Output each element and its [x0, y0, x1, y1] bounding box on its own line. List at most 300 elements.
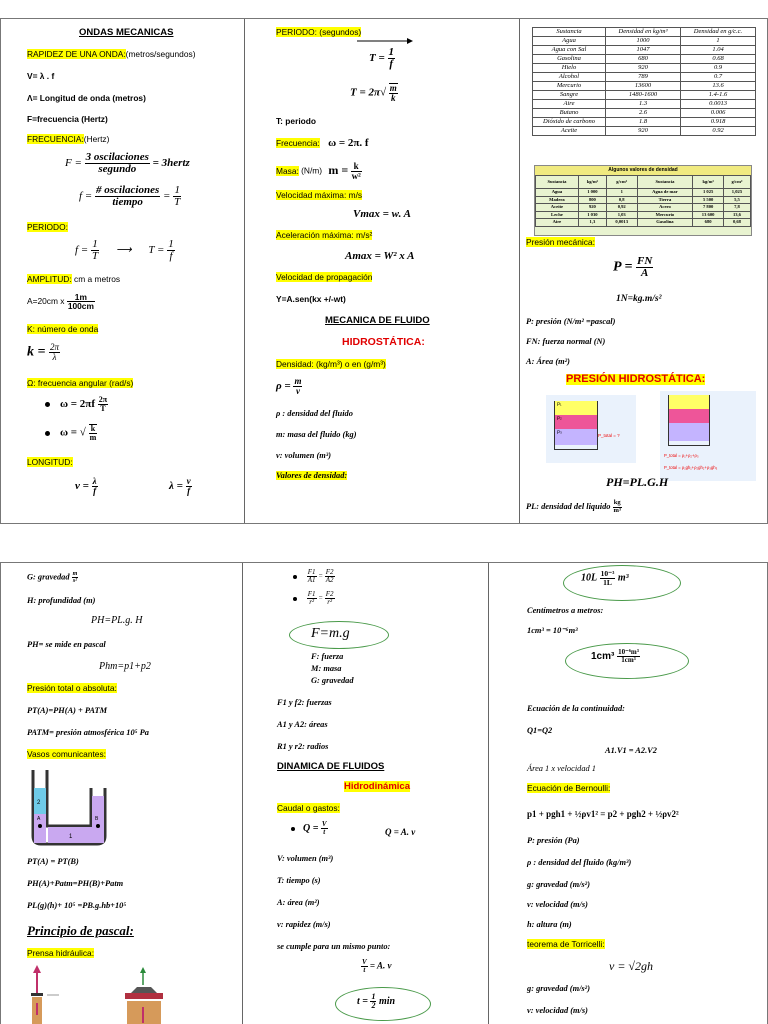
table-cell: 1.04	[681, 46, 756, 55]
table-row	[536, 211, 751, 219]
highlight-label: Velocidad máxima: m/s	[276, 190, 363, 200]
caudal-line	[277, 803, 340, 814]
definition-text: R1 y r2: radios	[277, 742, 329, 751]
column-densidad	[520, 19, 768, 523]
definition-text: A: Área (m²)	[526, 357, 570, 366]
formula-part: ρ =	[276, 380, 291, 393]
layer-label: ρ₂	[555, 415, 597, 429]
table-cell: 920	[578, 204, 606, 212]
formula-part: v =	[75, 480, 89, 493]
highlight-label: Vasos comunicantes:	[27, 749, 106, 759]
section-title: ONDAS MECANICAS	[79, 27, 174, 38]
table-cell: 7,8	[723, 204, 750, 212]
table-header: g/cm³	[606, 176, 637, 189]
definition-text: g: gravedad (m/s²)	[527, 984, 590, 993]
section-subtitle: HIDROSTÁTICA:	[342, 336, 425, 348]
fraction-numerator: m	[294, 376, 302, 386]
formula-ph: PH=PL.g. H	[91, 615, 143, 626]
longitud-line	[27, 457, 73, 468]
table-cell: Agua con Sal	[533, 46, 606, 55]
table-cell: Agua de mar	[637, 189, 693, 197]
formula-vasos-3: PL(g)(h)+ 10⁵ =PB.g.hb+10⁵	[27, 901, 127, 910]
table-cell: 1,03	[606, 211, 637, 219]
fraction-numerator: FN	[637, 255, 653, 267]
torricelli-line	[527, 939, 605, 950]
column-periodo	[245, 19, 519, 523]
highlight-label: PERIODO: (segundos)	[276, 27, 362, 37]
formula-longitud-2	[169, 477, 192, 496]
table-cell: 1 000	[578, 189, 606, 197]
fraction-denominator: f	[169, 250, 173, 262]
density-table	[532, 27, 756, 136]
bernoulli-line	[527, 783, 610, 794]
frecuencia-line	[27, 134, 109, 145]
fraction-denominator: m³	[613, 506, 621, 514]
layer-label: ρ₃	[555, 429, 597, 445]
table-cell: 1 025	[693, 189, 724, 197]
fraction-numerator: v	[186, 476, 191, 486]
table-row	[533, 91, 756, 100]
masa-line	[276, 162, 362, 181]
table-header: g/cm³	[723, 176, 750, 189]
vprop-line	[276, 272, 372, 283]
densidad-line	[276, 359, 386, 370]
definition-text: Λ= Longitud de onda (metros)	[27, 93, 146, 103]
definition-text: PH= se mide en pascal	[27, 640, 106, 649]
fraction-numerator: m	[389, 83, 397, 93]
section-label: Ecuación de la continuidad:	[527, 704, 625, 713]
pressure-label: P_total = ρ₁+ρ₂+ρ₃	[664, 453, 699, 458]
fraction-numerator: m	[72, 571, 78, 577]
layer	[669, 423, 709, 441]
table-cell: 0.9	[681, 64, 756, 73]
table-row	[533, 109, 756, 118]
fraction-numerator: F1	[307, 568, 316, 576]
formula-periodo	[75, 239, 175, 262]
fraction-numerator: 1m	[67, 293, 95, 302]
omega-line	[27, 378, 133, 389]
fraction-numerator: F2	[325, 590, 334, 598]
table-cell: 920	[606, 64, 681, 73]
units-text: cm a metros	[71, 274, 121, 284]
table-cell: Aceite	[533, 127, 606, 136]
table-cell: Hielo	[533, 64, 606, 73]
formula-cloud-1	[581, 570, 629, 586]
definition-text: g: gravedad (m/s²)	[527, 880, 590, 889]
formula-vmax: Vmax = w. A	[353, 208, 412, 220]
fraction-numerator: 1	[388, 46, 394, 58]
definition-text: F=frecuencia (Hertz)	[27, 114, 108, 124]
arrow-icon: ⟶	[115, 244, 132, 257]
fraction-numerator: V	[362, 958, 367, 966]
column-pascal	[243, 563, 488, 1024]
amplitud-line	[27, 274, 120, 285]
table-cell: 13600	[606, 82, 681, 91]
column-presion	[1, 563, 242, 1024]
fraction-denominator: f	[187, 486, 191, 496]
highlight-label: Frecuencia:	[276, 138, 320, 148]
table-header: Densidad en kg/m³	[606, 28, 681, 37]
definition-text: v: rapidez (m/s)	[277, 920, 331, 929]
beaker-icon	[668, 395, 710, 446]
table-cell: 0.68	[681, 55, 756, 64]
definition-text: h: altura (m)	[527, 920, 572, 929]
fraction-denominator: m	[89, 433, 97, 442]
table-cell: Sangre	[533, 91, 606, 100]
fraction-denominator: f	[93, 486, 97, 496]
highlight-label: Valores de densidad:	[276, 471, 348, 480]
bullet-icon	[45, 402, 50, 407]
highlight-label: FRECUENCIA:	[27, 134, 84, 144]
fraction-denominator: r²	[327, 598, 333, 606]
formula-part: f =	[75, 244, 89, 257]
layer	[669, 409, 709, 423]
table-cell: 0.92	[681, 127, 756, 136]
formula-y: Y=A.sen(kx +/-wt)	[276, 294, 346, 304]
formula-part: f =	[79, 190, 93, 203]
formula-cm: 1cm³ = 10⁻⁶m³	[527, 626, 578, 635]
vessel-label: 1	[69, 834, 73, 840]
table-cell: 0.7	[681, 73, 756, 82]
bullet-icon	[291, 827, 295, 831]
sheet-bottom	[0, 562, 768, 1024]
formula-part: T =	[369, 52, 385, 65]
definition-text: v: velocidad (m/s)	[527, 900, 588, 909]
highlight-label: PERIODO:	[27, 222, 68, 232]
definition-text: Área 1 x velocidad 1	[527, 764, 596, 773]
formula-newton: 1N=kg.m/s²	[616, 294, 662, 304]
table-cell: 13 600	[693, 211, 724, 219]
table-cell: 0.0013	[681, 100, 756, 109]
definition-text: H: profundidad (m)	[27, 596, 96, 605]
formula-caudal-1	[291, 821, 328, 836]
fraction-numerator: 10⁻³	[600, 569, 615, 578]
vessel-label: 2	[37, 800, 41, 806]
table-cell: 920	[606, 127, 681, 136]
formula-q: Q1=Q2	[527, 726, 553, 735]
fraction-denominator: 1L	[603, 577, 612, 587]
fraction-numerator: λ	[92, 476, 97, 486]
definition-text: T: periodo	[276, 116, 317, 126]
fraction-numerator: kg	[613, 499, 621, 506]
section-subtitle: PRESIÓN HIDROSTÁTICA:	[566, 373, 706, 385]
layer	[669, 395, 709, 409]
bullet-icon	[293, 575, 297, 579]
table-cell: Aire	[536, 219, 579, 227]
fraction-denominator: λ	[52, 352, 57, 362]
highlight-label: Presión total o absoluta:	[27, 683, 117, 693]
formula-frecuencia-1	[65, 152, 190, 175]
definition-text: ρ : densidad del fluido (kg/m³)	[527, 858, 632, 867]
formula-part: = A. v	[369, 960, 392, 971]
density-table-2-frame	[534, 165, 752, 236]
section-title: MECANICA DE FLUIDO	[325, 315, 430, 326]
table-row	[533, 100, 756, 109]
formula-omega-2	[45, 424, 97, 442]
vessel-label: B	[95, 816, 99, 822]
definition-text: A: área (m²)	[277, 898, 320, 907]
table-cell: Agua	[533, 37, 606, 46]
formula-phm: Phm=p1+p2	[99, 661, 151, 672]
formula-vasos-1: PT(A) = PT(B)	[27, 857, 79, 866]
hydraulic-press-image	[25, 963, 225, 1024]
pressure-label: P_total = ?	[598, 433, 620, 438]
formula-av: A1.V1 = A2.V2	[605, 746, 657, 755]
units-text: (metros/segundos)	[125, 49, 196, 59]
table-cell: 800	[578, 196, 606, 204]
highlight-label: Ω: frecuencia angular (rad/s)	[27, 378, 134, 388]
highlight-label: K: número de onda	[27, 324, 99, 334]
formula-part: min	[378, 995, 396, 1007]
table-row	[533, 37, 756, 46]
fraction-denominator: A	[640, 267, 649, 279]
table-cell: 1,3	[578, 219, 606, 227]
table-cell: Aire	[533, 100, 606, 109]
definition-text: F1 y f2: fuerzas	[277, 698, 332, 707]
formula-part: T =	[148, 244, 165, 257]
formula-part: k =	[27, 344, 46, 360]
periodo-line	[27, 222, 68, 233]
formula-part: A=20cm x	[27, 296, 65, 307]
table-cell: 1 030	[578, 211, 606, 219]
table-cell: 1	[606, 189, 637, 197]
formula-pascal-1: $\frac{F1}{A1}$ = $\frac{F2}{A2}$	[293, 569, 335, 584]
fraction-denominator: T	[91, 250, 99, 262]
formula-ph: PH=PL.G.H	[606, 475, 669, 489]
section-subtitle: Hidrodinámica	[344, 781, 410, 792]
table-cell: 0.006	[681, 109, 756, 118]
table-cell: 13.6	[681, 82, 756, 91]
table-row	[533, 64, 756, 73]
fraction-denominator: t	[323, 828, 326, 836]
formula-part: P =	[613, 259, 633, 275]
table-title: Algunos valores de densidad	[535, 166, 751, 175]
fraction-denominator: A1	[307, 576, 316, 584]
formula-pt: PT(A)=PH(A) + PATM	[27, 706, 108, 715]
fraction-denominator: segundo	[98, 163, 137, 175]
highlight-label: teorema de Torricelli:	[527, 939, 605, 949]
highlight-label: Aceleración máxima: m/s²	[276, 230, 373, 240]
fraction-denominator: v	[295, 386, 300, 396]
formula-periodo-1	[369, 47, 395, 70]
formula-part: Q =	[303, 822, 319, 834]
table-cell: 1.4-1.6	[681, 91, 756, 100]
bullet-icon	[45, 431, 50, 436]
definition-text: ρ : densidad del fluido	[276, 409, 353, 418]
vessel-label: A	[37, 816, 41, 822]
highlight-label: RAPIDEZ DE UNA ONDA:	[27, 49, 126, 59]
formula-frecuencia-2	[79, 185, 181, 208]
arrow-icon	[357, 37, 413, 45]
section-label: Centímetros a metros:	[527, 606, 604, 615]
table-cell: 0,8	[606, 196, 637, 204]
definition-text: F: fuerza	[311, 652, 344, 661]
amax-line	[276, 230, 372, 241]
fraction-denominator: A2	[325, 576, 334, 584]
fraction-denominator: f	[389, 58, 394, 70]
formula-part: ω = √	[60, 426, 86, 439]
section-title: DINAMICA DE FLUIDOS	[277, 761, 385, 772]
table-cell: 1.3	[606, 100, 681, 109]
table-cell: 1	[681, 37, 756, 46]
definition-text: v: velocidad (m/s)	[527, 1006, 588, 1015]
fraction-numerator: 2π	[98, 395, 108, 404]
fraction-denominator: k	[391, 93, 396, 103]
table-row	[533, 55, 756, 64]
highlight-label: Presión mecánica:	[526, 237, 595, 247]
definition-text: G: gravedad	[27, 572, 70, 582]
beaker-icon	[554, 401, 598, 450]
presion-line	[526, 237, 595, 248]
formula-pascal-2: $\frac{F1}{\text{r²}}$ = $\frac{F2}{\text{r²}}$	[293, 591, 335, 606]
formula-bernoulli: p1 + pgh1 + ½ρv1² = p2 + pgh2 + ½ρv2²	[527, 809, 679, 819]
section-title: Principio de pascal:	[27, 923, 134, 938]
table-cell: Gasolina	[637, 219, 693, 227]
formula-part: t =	[357, 995, 368, 1007]
table-row	[536, 219, 751, 227]
table-cell: Mercurio	[533, 82, 606, 91]
formula-text: V= λ . f	[27, 71, 55, 81]
formula-part: T = 2π√	[350, 86, 387, 99]
formula-part: 10L	[581, 572, 598, 584]
formula-part: ω = 2π. f	[328, 137, 369, 149]
table-cell: Mercurio	[637, 211, 693, 219]
highlight-label: Masa:	[276, 165, 299, 176]
formula-part: λ =	[169, 480, 183, 493]
table-row	[533, 118, 756, 127]
table-row	[536, 204, 751, 212]
table-cell: Butano	[533, 109, 606, 118]
communicating-vessels-image	[29, 768, 109, 848]
definition-text: M: masa	[311, 664, 342, 673]
vasos-line	[27, 749, 106, 760]
formula-amax: Amax = W² x A	[345, 250, 415, 262]
table-cell: Alcohol	[533, 73, 606, 82]
k-line	[27, 324, 98, 335]
table-cell: 1480-1600	[606, 91, 681, 100]
fraction-denominator: T	[100, 404, 106, 413]
fraction-numerator: k	[351, 162, 362, 172]
fraction-denominator: r²	[309, 598, 315, 606]
table-row	[533, 73, 756, 82]
definition-text: V: volumen (m³)	[277, 854, 334, 863]
table-cell: 0.918	[681, 118, 756, 127]
density-table-2	[535, 175, 751, 227]
formula-vasos-2: PH(A)+Patm=PH(B)+Patm	[27, 879, 124, 888]
table-header: Sustancia	[536, 176, 579, 189]
valores-line	[276, 470, 347, 481]
column-dinamica	[489, 563, 768, 1024]
definition-text: P: presión (Pa)	[527, 836, 580, 845]
formula-presion	[613, 256, 653, 279]
units-text: (N/m)	[298, 165, 323, 176]
highlight-label: Densidad: (kg/m³) o en (g/m³)	[276, 359, 386, 369]
table-cell: Madera	[536, 196, 579, 204]
formula-vt	[361, 959, 391, 974]
table-cell: 5 500	[693, 196, 724, 204]
highlight-label: AMPLITUD:	[27, 274, 72, 284]
fraction-numerator: # oscilaciones	[95, 184, 160, 196]
formula-fmg: F=m.g	[311, 626, 350, 641]
definition-text: FN: fuerza normal (N)	[526, 337, 606, 346]
table-row	[533, 127, 756, 136]
definition-text: T: tiempo (s)	[277, 876, 321, 885]
fraction-numerator: 1	[174, 184, 180, 196]
formula-part: F =	[65, 157, 82, 170]
fraction-denominator: tiempo	[112, 196, 143, 208]
formula-part: 1cm³	[591, 651, 615, 663]
fraction-numerator: V	[321, 820, 327, 828]
fraction-denominator: T	[174, 196, 181, 208]
table-header: kg/m³	[693, 176, 724, 189]
formula-t-cloud	[357, 993, 395, 1010]
pressure-label: P_total = ρ₁gh₁+ρ₂gh₂+ρ₃gh₃	[664, 465, 718, 470]
formula-part: ω = 2πf	[60, 398, 95, 411]
table-cell: Gasolina	[533, 55, 606, 64]
highlight-label: LONGITUD:	[27, 457, 73, 467]
layer-label: ρ₁	[555, 401, 597, 415]
fraction-denominator: 100cm	[67, 301, 94, 312]
fraction-numerator: 1	[92, 238, 98, 250]
fraction-denominator: t	[363, 966, 366, 974]
table-cell: 0,0013	[606, 219, 637, 227]
highlight-label: Caudal o gastos:	[277, 803, 340, 813]
formula-periodo-2	[350, 83, 398, 103]
definition-text: G: gravedad	[311, 676, 354, 685]
formula-densidad	[276, 377, 302, 396]
table-cell: 680	[606, 55, 681, 64]
table-cell: Aceite	[536, 204, 579, 212]
table-cell: 0,68	[723, 219, 750, 227]
highlight-label: Prensa hidráulica:	[27, 948, 95, 958]
units-text: (Hertz)	[83, 134, 110, 144]
formula-cloud-2	[591, 649, 640, 664]
fraction-denominator: 1cm³	[621, 656, 636, 664]
definition-text: PL: densidad del liquido	[526, 501, 611, 511]
fraction-numerator: 1	[371, 992, 376, 1001]
fraction-numerator: k	[89, 425, 98, 434]
table-cell: Dióxido de carbono	[533, 118, 606, 127]
formula-amplitud	[27, 293, 95, 311]
table-cell: 0,92	[606, 204, 637, 212]
table-cell: 2.6	[606, 109, 681, 118]
formula-part: = 3hertz	[152, 157, 190, 170]
fraction-numerator: 2π	[49, 342, 59, 352]
table-cell: 1,025	[723, 189, 750, 197]
table-cell: 1000	[606, 37, 681, 46]
formula-part: m³	[617, 572, 629, 584]
fraction-denominator: s²	[72, 578, 78, 584]
fraction-numerator: 3 oscilaciones	[85, 151, 149, 163]
beaker-image-2	[660, 391, 756, 481]
highlight-label: Velocidad de propagación	[276, 272, 373, 282]
rapidez-line	[27, 49, 195, 60]
periodo-line	[276, 27, 361, 38]
prensa-line	[27, 948, 94, 959]
definition-text: se cumple para un mismo punto:	[277, 942, 391, 951]
formula-part: =	[162, 190, 171, 203]
pl-line	[526, 500, 622, 514]
fraction-denominator: w²	[351, 171, 361, 181]
table-cell: 1.8	[606, 118, 681, 127]
highlight-label: Ecuación de Bernoulli:	[527, 783, 611, 793]
table-header: Sustancia	[533, 28, 606, 37]
vmax-line	[276, 190, 362, 201]
g-line	[27, 571, 78, 584]
table-row	[533, 46, 756, 55]
formula-torricelli: v = √2gh	[609, 959, 654, 973]
definition-text: P: presión (N/m² =pascal)	[526, 317, 616, 326]
